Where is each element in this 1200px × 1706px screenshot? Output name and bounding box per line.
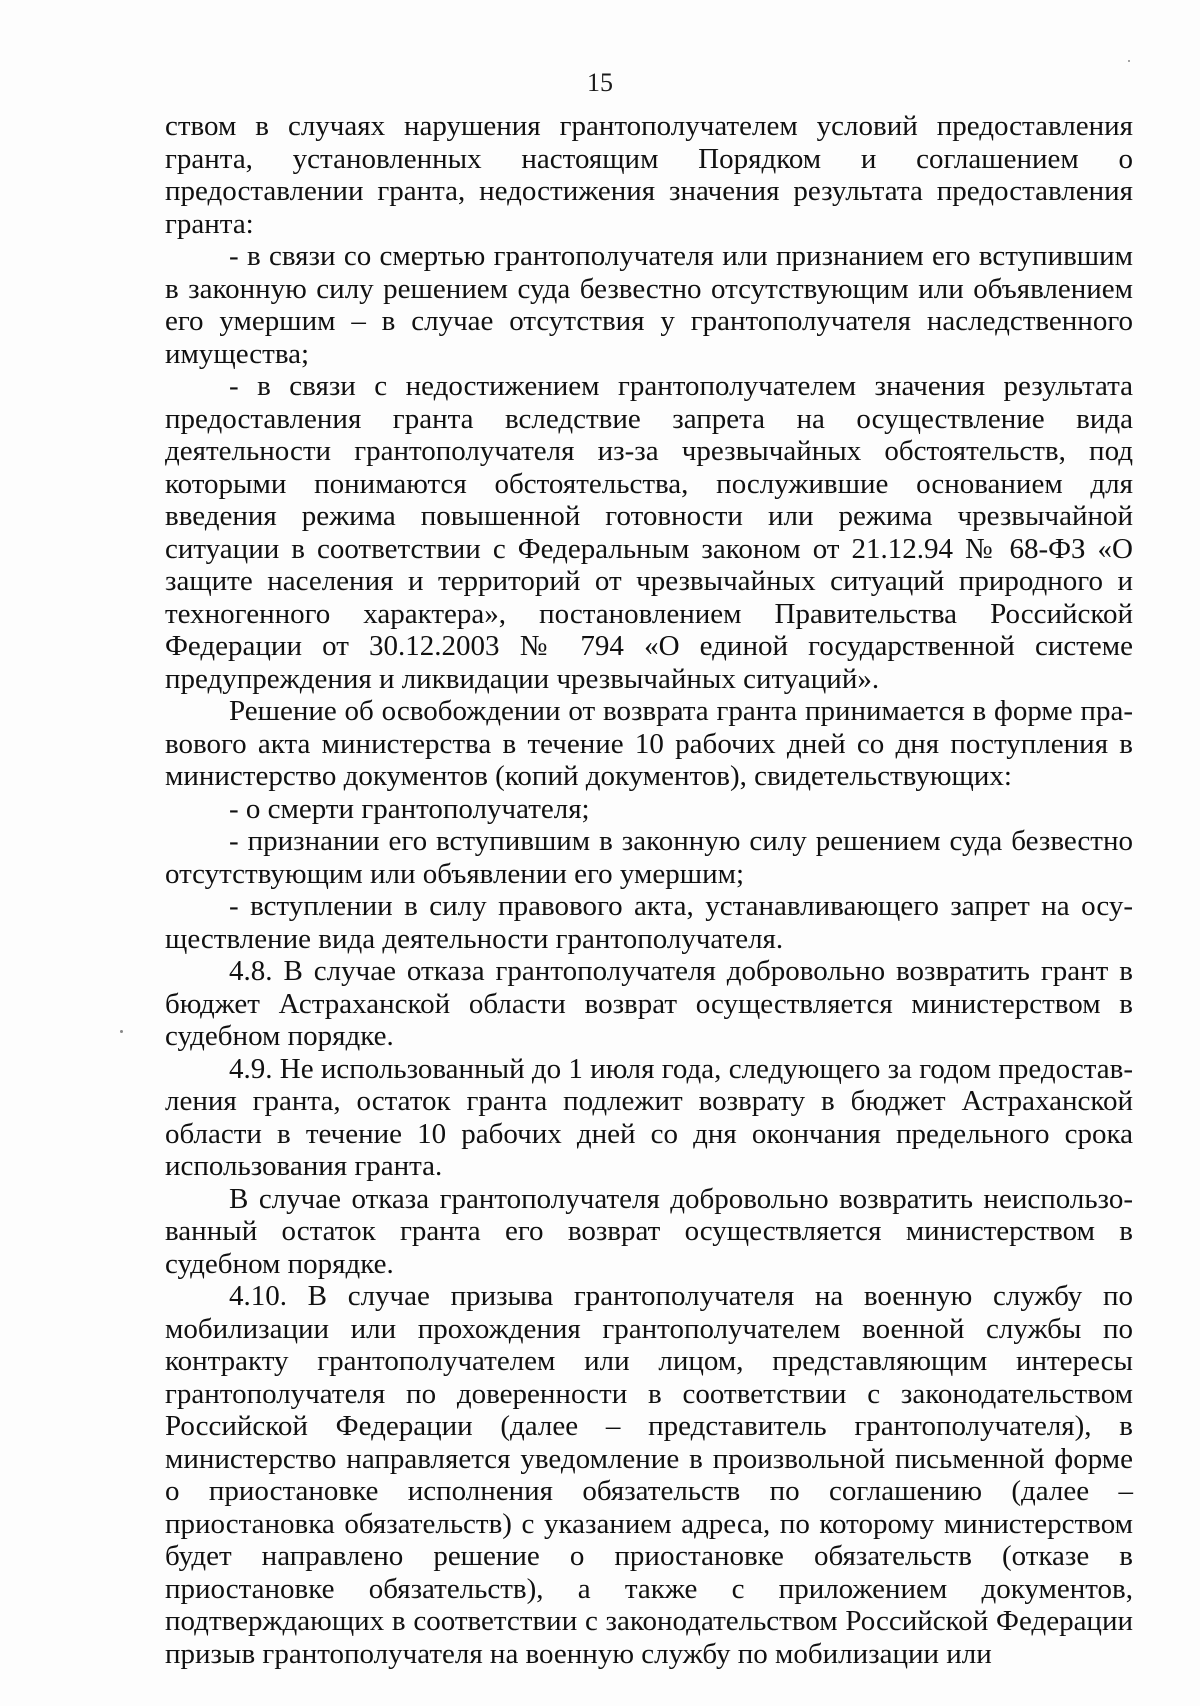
scan-speck [1128,60,1130,62]
paragraph-exemption-decision: Решение об освобождении от возврата гранта принимается в форме правового акта министерства в течение 10 рабочих дней со дня поступления в министерство документов (копий документов), свидетельствующих: [165,695,1133,792]
list-item-missing: - признании его вступившим в законную силу решением суда безвестно отсутствующим или объявлении его умершим; [165,825,1133,890]
list-item-legal-act: - вступлении в силу правового акта, устанавливающего запрет на осуществление вида деятельности грантополучателя. [165,890,1133,955]
paragraph-continuation: ством в случаях нарушения грантополучателем условий предоставления гранта, установленных настоящим Порядком и соглашением о предоставлении гранта, недостижения значения результата предоставления гранта: [165,110,1133,240]
paragraph-4-8: 4.8. В случае отказа грантополучателя добровольно возвратить грант в бюджет Астраханской области возврат осуществляется министерством в судебном порядке. [165,955,1133,1052]
paragraph-4-9: 4.9. Не использованный до 1 июля года, следующего за годом предоставления гранта, остаток гранта подлежит возврату в бюджет Астраханской области в течение 10 рабочих дней со дня окончания предельного срока использования гранта. [165,1052,1133,1182]
paragraph-death-exemption: - в связи со смертью грантополучателя или признанием его вступившим в законную силу решением суда безвестно отсутствующим или объявлением его умершим – в случае отсутствия у грантополучателя наследственного имущества; [165,240,1133,370]
paragraph-4-10: 4.10. В случае призыва грантополучателя на военную службу по мобилизации или прохождения грантополучателем военной службы по контракту грантополучателем или лицом, представляющим интересы грантополучателя по доверенности в соответствии с законодательством Российской Федерации (далее – представитель грантополучателя), в министерство направляется уведомление в произвольной письменной форме о приостановке исполнения обязательств по соглашению (далее – приостановка обязательств) с указанием адреса, по которому министерством будет направлено решение о приостановке обязательств (отказе в приостановке обязательств), а также с приложением документов, подтверждающих в соответствии с законодательством Российской Федерации призыв грантополучателя на военную службу по мобилизации или [165,1280,1133,1670]
list-item-death: - о смерти грантополучателя; [229,792,590,825]
paragraph-refusal-return: В случае отказа грантополучателя добровольно возвратить неиспользованный остаток гранта его возврат осуществляется министерством в судебном порядке. [165,1182,1133,1280]
scan-speck [120,1030,123,1033]
paragraph-emergency-exemption: - в связи с недостижением грантополучателем значения результата предоставления гранта вследствие запрета на осуществление вида деятельности грантополучателя из-за чрезвычайных обстоятельств, под которыми понимаются обстоятельства, послужившие основанием для введения режима повышенной готовности или режима чрезвычайной ситуации в соответствии с Федеральным законом от 21.12.94 № 68-ФЗ «О защите населения и территорий от чрезвычайных ситуаций природного и техногенного характера», постановлением Правительства Российской Федерации от 30.12.2003 № 794 «О единой государственной системе предупреждения и ликвидации чрезвычайных ситуаций». [165,370,1133,695]
page-number: 15 [587,68,613,97]
document-body [165,110,1133,1670]
